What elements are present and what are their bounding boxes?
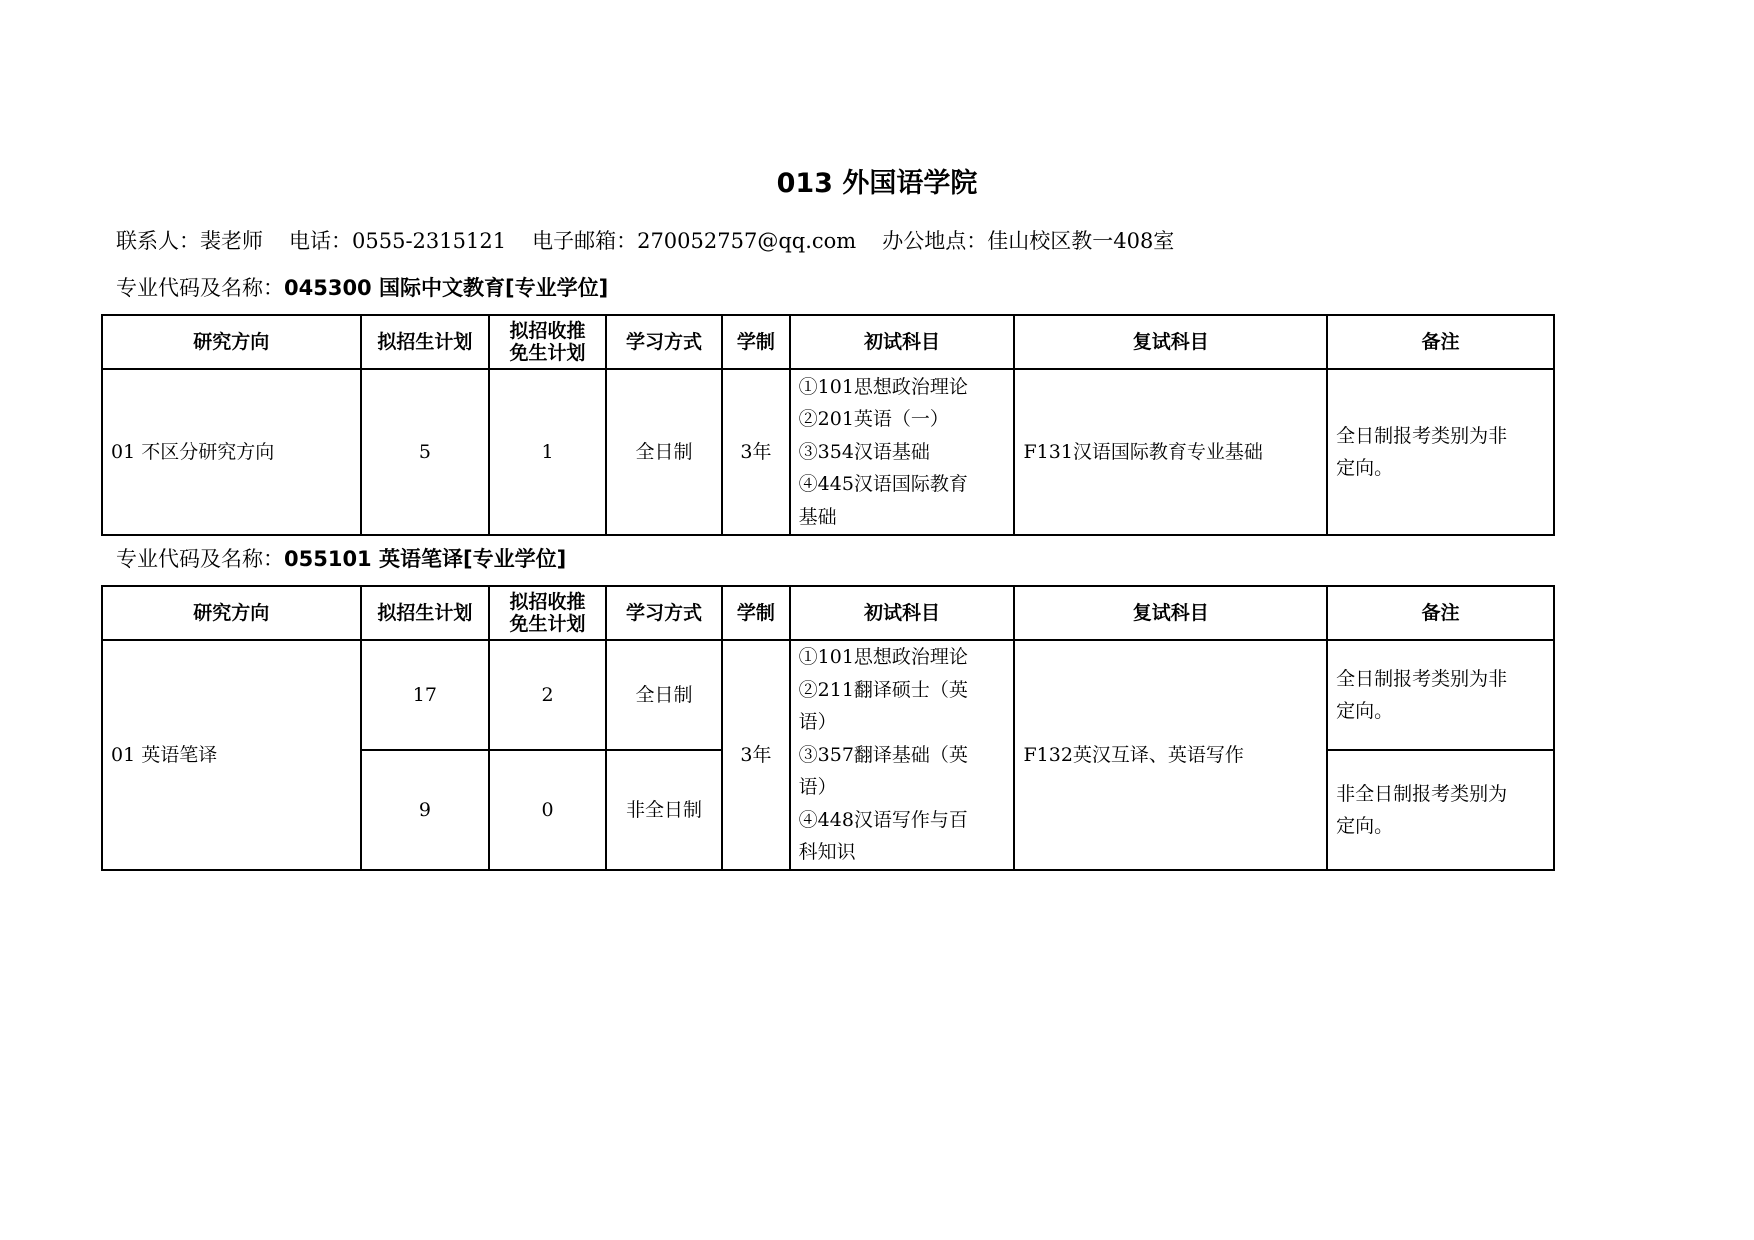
- header-exempt: [489, 315, 605, 369]
- cell-remark: [1327, 369, 1554, 535]
- major-heading-1: [116, 273, 608, 303]
- cell-mode: 全日制: [606, 640, 722, 750]
- cell-first-exam: [790, 369, 1015, 535]
- major-table-2: [101, 585, 1555, 871]
- header-plan: 拟招生计划: [361, 586, 490, 640]
- subject-line: ①101思想政治理论: [798, 375, 968, 398]
- header-exempt-line1: 拟招收推: [509, 591, 586, 613]
- header-exempt-line2: 免生计划: [509, 342, 586, 364]
- subject-line: ④448汉语写作与百: [798, 808, 968, 831]
- header-direction: 研究方向: [102, 315, 361, 369]
- header-retest: 复试科目: [1014, 315, 1327, 369]
- major-name: 045300 国际中文教育[专业学位]: [284, 276, 609, 300]
- table-header-row: [102, 315, 1554, 369]
- header-plan: 拟招生计划: [361, 315, 490, 369]
- subject-line: ②211翻译硕士（英: [798, 678, 968, 701]
- header-retest: 复试科目: [1014, 586, 1327, 640]
- subject-line: 语）: [798, 776, 837, 799]
- page-title: 013 外国语学院: [776, 168, 978, 199]
- subject-line: 基础: [798, 505, 837, 528]
- header-direction: 研究方向: [102, 586, 361, 640]
- cell-exempt: 0: [489, 750, 605, 870]
- cell-plan: 5: [361, 369, 490, 535]
- header-mode: 学习方式: [606, 586, 722, 640]
- subject-line: ③354汉语基础: [798, 440, 930, 463]
- major-label: 专业代码及名称：: [116, 547, 284, 571]
- remark-line: 定向。: [1336, 815, 1394, 837]
- cell-direction: 01 英语笔译: [102, 640, 361, 870]
- cell-duration: 3年: [722, 369, 789, 535]
- header-duration: 学制: [722, 586, 789, 640]
- subject-line: ①101思想政治理论: [798, 646, 968, 669]
- remark-line: 非全日制报考类别为: [1336, 783, 1508, 805]
- remark-line: 定向。: [1336, 457, 1394, 479]
- remark-line: 全日制报考类别为非: [1336, 668, 1508, 690]
- header-remark: 备注: [1327, 586, 1554, 640]
- contact-info: [116, 226, 1200, 256]
- major-table-1: [101, 314, 1555, 536]
- cell-remark: [1327, 640, 1554, 750]
- cell-duration: 3年: [722, 640, 789, 870]
- contact-person: 联系人：裴老师: [116, 229, 263, 253]
- subject-line: 科知识: [798, 841, 856, 864]
- header-remark: 备注: [1327, 315, 1554, 369]
- header-exempt-line1: 拟招收推: [509, 320, 586, 342]
- major-name: 055101 英语笔译[专业学位]: [284, 547, 567, 571]
- subject-line: ③357翻译基础（英: [798, 743, 968, 766]
- header-duration: 学制: [722, 315, 789, 369]
- contact-office: 办公地点：佳山校区教一408室: [882, 229, 1175, 253]
- subject-line: 语）: [798, 711, 837, 734]
- table-row: [102, 640, 1554, 750]
- table-header-row: [102, 586, 1554, 640]
- subject-line: ④445汉语国际教育: [798, 473, 968, 496]
- cell-retest: F131汉语国际教育专业基础: [1014, 369, 1327, 535]
- cell-exempt: 1: [489, 369, 605, 535]
- table-row: [102, 369, 1554, 535]
- header-first-exam: 初试科目: [790, 315, 1015, 369]
- header-exempt: [489, 586, 605, 640]
- cell-first-exam: [790, 640, 1015, 870]
- cell-mode: 全日制: [606, 369, 722, 535]
- cell-mode: 非全日制: [606, 750, 722, 870]
- major-heading-2: [116, 544, 566, 574]
- contact-email: 电子邮箱：270052757@qq.com: [532, 229, 857, 253]
- major-label: 专业代码及名称：: [116, 276, 284, 300]
- remark-line: 全日制报考类别为非: [1336, 425, 1508, 447]
- cell-plan: 17: [361, 640, 490, 750]
- contact-phone: 电话：0555-2315121: [289, 229, 507, 253]
- cell-direction: 01 不区分研究方向: [102, 369, 361, 535]
- cell-plan: 9: [361, 750, 490, 870]
- cell-retest: F132英汉互译、英语写作: [1014, 640, 1327, 870]
- cell-exempt: 2: [489, 640, 605, 750]
- header-exempt-line2: 免生计划: [509, 613, 586, 635]
- remark-line: 定向。: [1336, 700, 1394, 722]
- cell-remark: [1327, 750, 1554, 870]
- subject-line: ②201英语（一）: [798, 408, 949, 431]
- header-first-exam: 初试科目: [790, 586, 1015, 640]
- header-mode: 学习方式: [606, 315, 722, 369]
